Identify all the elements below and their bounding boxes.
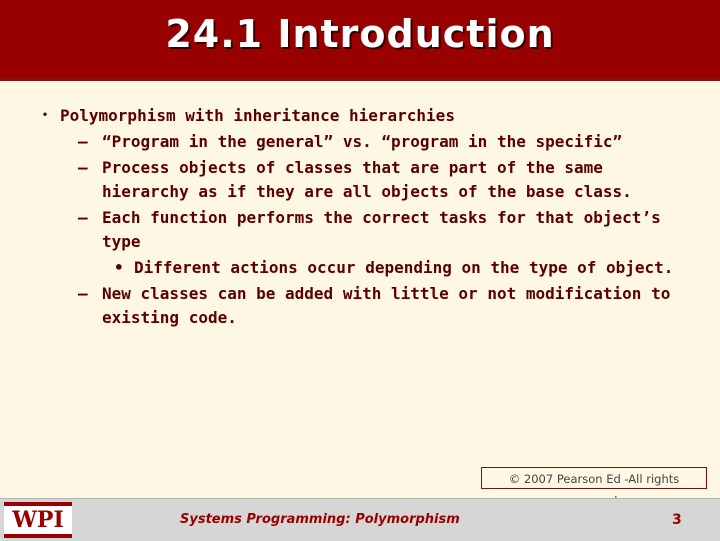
bullet-text: Each function performs the correct tasks for that object’s type — [102, 208, 661, 251]
bullet-text: Different actions occur depending on the type of object. — [134, 258, 674, 277]
slide-title: 24.1 Introduction — [165, 12, 555, 56]
bullet-text: Polymorphism with inheritance hierarchies — [60, 106, 455, 125]
sub-sub-bullet-item — [40, 256, 690, 280]
bullet-item — [40, 104, 690, 128]
slide-content — [40, 104, 690, 332]
sub-bullet-item — [40, 156, 690, 204]
page-number: 3 — [672, 512, 682, 528]
bullet-marker: • — [114, 258, 124, 277]
wpi-logo: WPI — [4, 502, 72, 538]
sub-bullet-item — [40, 282, 690, 330]
copyright-notice: © 2007 Pearson Ed -All rights — [481, 467, 707, 489]
dash-marker: – — [78, 132, 88, 151]
sub-bullet-item — [40, 130, 690, 154]
bullet-text: New classes can be added with little or not modification to existing code. — [102, 284, 671, 327]
dash-marker: – — [78, 158, 88, 177]
sub-bullet-item — [40, 206, 690, 254]
dash-marker: – — [78, 208, 88, 227]
bullet-text: “Program in the general” vs. “program in the specific” — [102, 132, 623, 151]
dash-marker: – — [78, 284, 88, 303]
footer-title: Systems Programming: Polymorphism — [180, 512, 460, 527]
bullet-text: Process objects of classes that are part of the same hierarchy as if they are all objects of the base class. — [102, 158, 632, 201]
bullet-marker: • — [42, 110, 49, 121]
